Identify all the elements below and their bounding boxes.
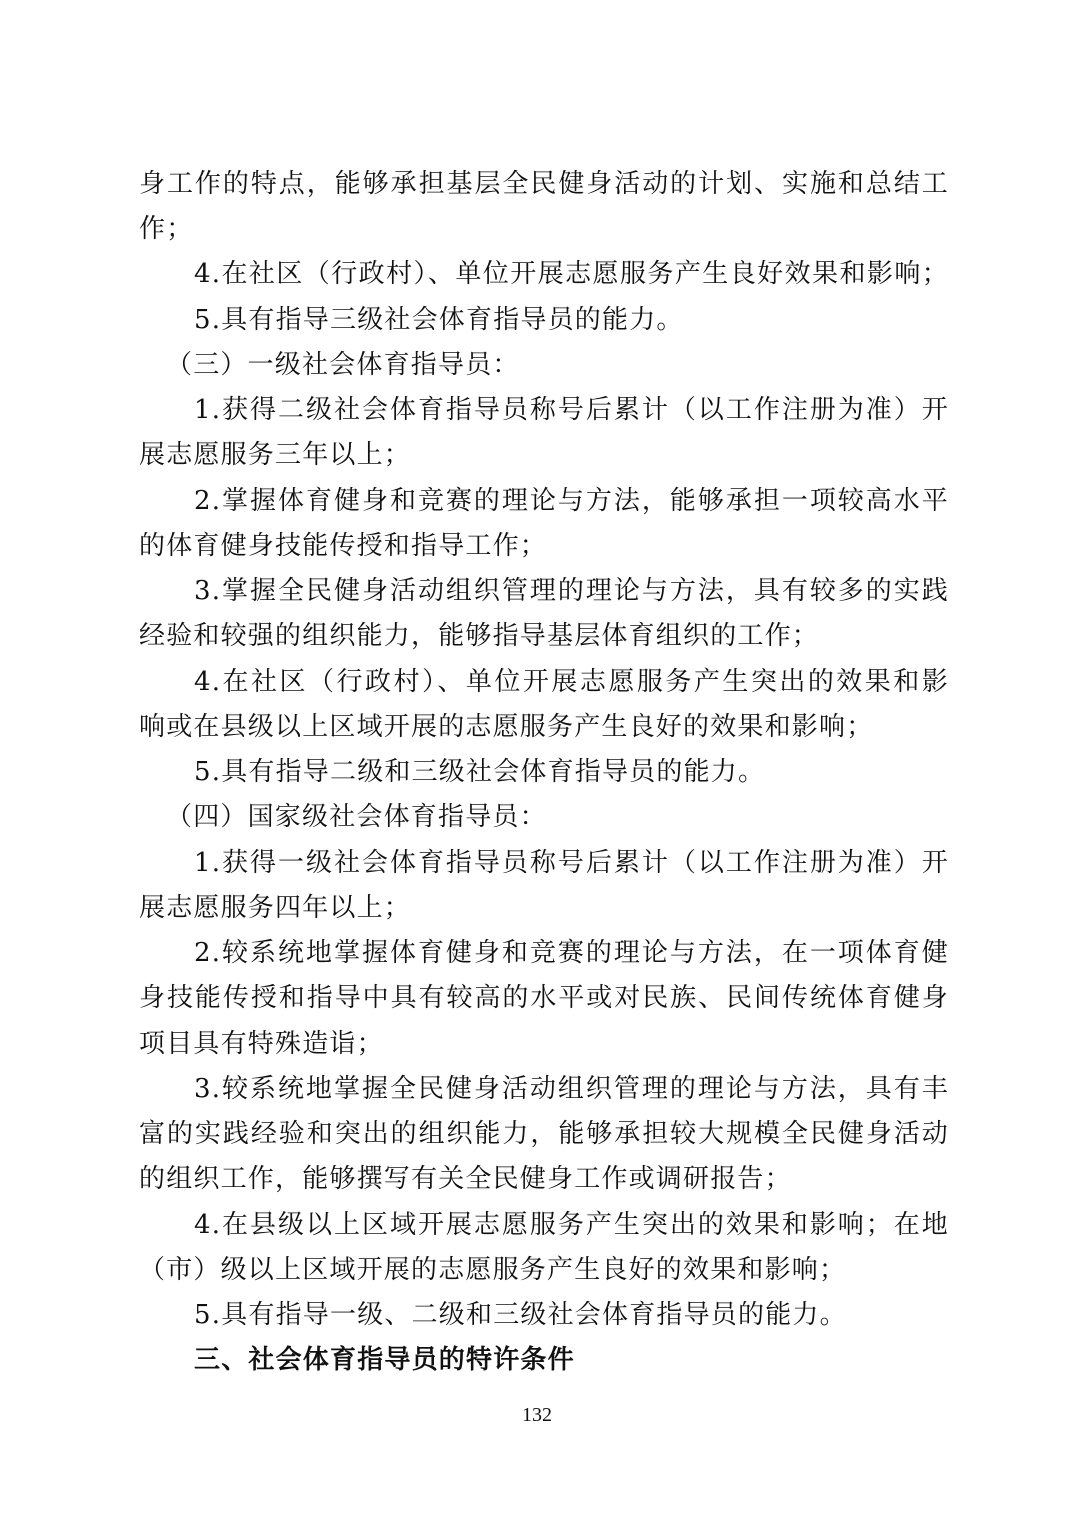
list-item: 5.具有指导二级和三级社会体育指导员的能力。 bbox=[194, 757, 766, 787]
text-line: 展志愿服务三年以上； bbox=[139, 440, 412, 470]
section-heading: 三、社会体育指导员的特许条件 bbox=[194, 1345, 575, 1375]
list-item: 3.掌握全民健身活动组织管理的理论与方法，具有较多的实践 bbox=[194, 576, 949, 606]
list-item: 5.具有指导一级、二级和三级社会体育指导员的能力。 bbox=[194, 1300, 847, 1330]
list-item: 1.获得二级社会体育指导员称号后累计（以工作注册为准）开 bbox=[194, 395, 949, 425]
text-line: 的组织工作，能够撰写有关全民健身工作或调研报告； bbox=[139, 1164, 792, 1194]
text-line: 响或在县级以上区域开展的志愿服务产生良好的效果和影响； bbox=[139, 712, 874, 742]
text-line: 身工作的特点，能够承担基层全民健身活动的计划、实施和总结工 bbox=[139, 169, 949, 199]
text-line: 作； bbox=[139, 214, 194, 244]
list-item: 3.较系统地掌握全民健身活动组织管理的理论与方法，具有丰 bbox=[194, 1074, 949, 1104]
text-line: 的体育健身技能传授和指导工作； bbox=[139, 531, 548, 561]
section-subheading: （三）一级社会体育指导员： bbox=[166, 350, 520, 380]
list-item: 2.较系统地掌握体育健身和竞赛的理论与方法，在一项体育健 bbox=[194, 938, 949, 968]
text-line: 项目具有特殊造诣； bbox=[139, 1029, 384, 1059]
page-number: 132 bbox=[522, 1404, 552, 1426]
list-item: 4.在社区（行政村）、单位开展志愿服务产生良好效果和影响； bbox=[194, 259, 949, 289]
list-item: 1.获得一级社会体育指导员称号后累计（以工作注册为准）开 bbox=[194, 848, 949, 878]
list-item: 4.在社区（行政村）、单位开展志愿服务产生突出的效果和影 bbox=[194, 667, 949, 697]
text-line: （市）级以上区域开展的志愿服务产生良好的效果和影响； bbox=[139, 1255, 847, 1285]
text-line: 经验和较强的组织能力，能够指导基层体育组织的工作； bbox=[139, 621, 820, 651]
list-item: 2.掌握体育健身和竞赛的理论与方法，能够承担一项较高水平 bbox=[194, 486, 949, 516]
text-line: 身技能传授和指导中具有较高的水平或对民族、民间传统体育健身 bbox=[139, 983, 949, 1013]
text-line: 富的实践经验和突出的组织能力，能够承担较大规模全民健身活动 bbox=[139, 1119, 949, 1149]
section-subheading: （四）国家级社会体育指导员： bbox=[166, 802, 547, 832]
list-item: 4.在县级以上区域开展志愿服务产生突出的效果和影响；在地 bbox=[194, 1210, 949, 1240]
list-item: 5.具有指导三级社会体育指导员的能力。 bbox=[194, 305, 684, 335]
text-line: 展志愿服务四年以上； bbox=[139, 893, 412, 923]
